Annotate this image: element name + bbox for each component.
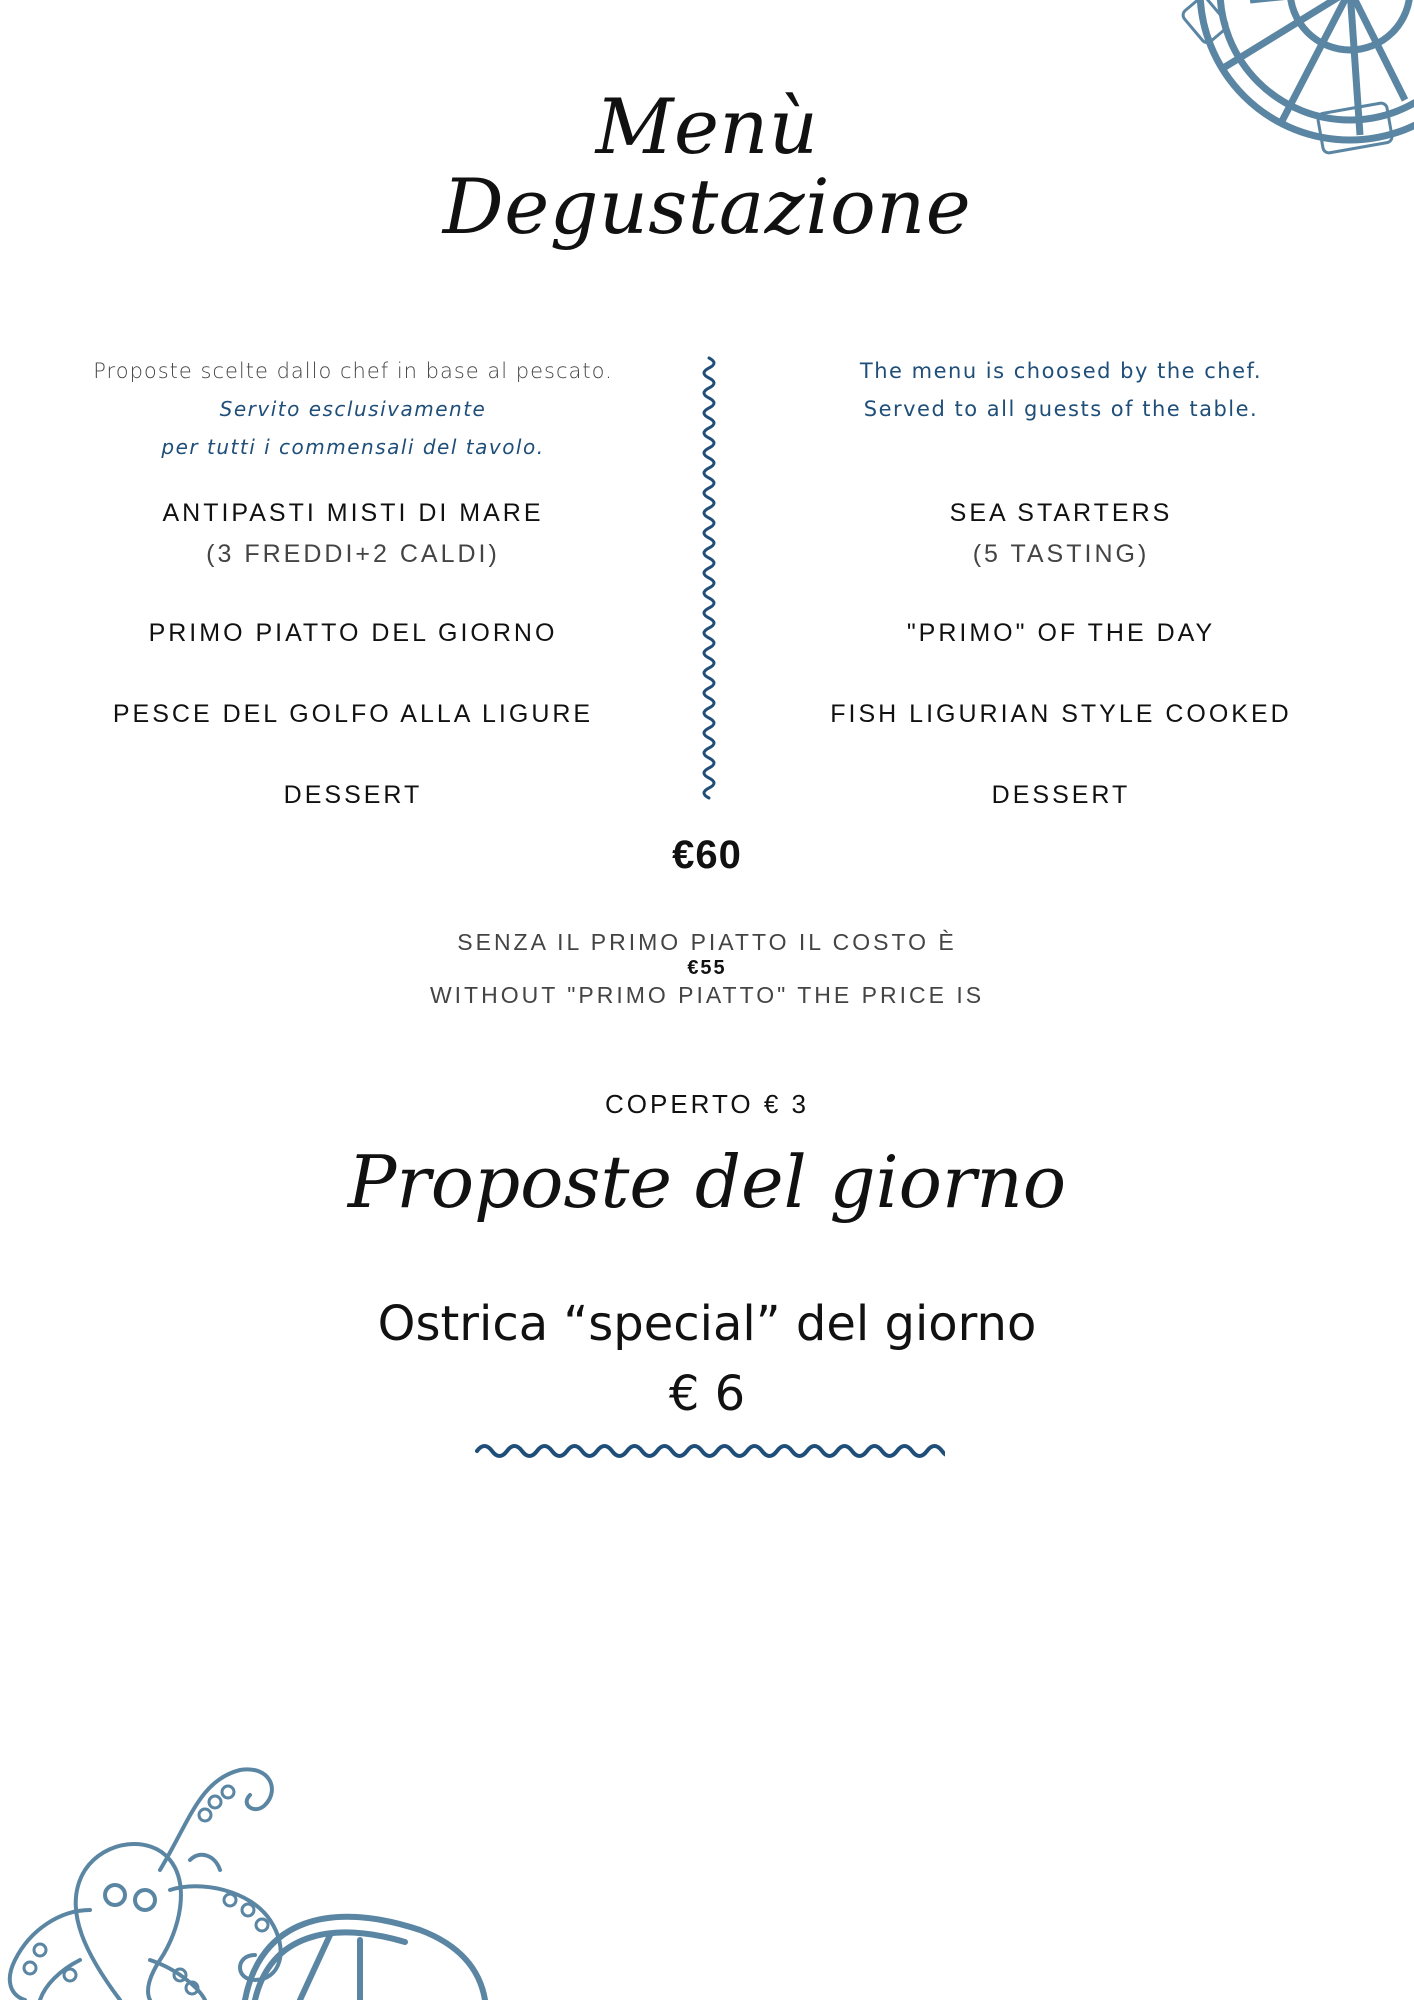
octopus-icon bbox=[0, 1760, 500, 2000]
english-course-2: "PRIMO" OF THE DAY bbox=[906, 619, 1216, 647]
cover-charge: COPERTO € 3 bbox=[605, 1089, 809, 1119]
english-course-1-detail: (5 TASTING) bbox=[972, 540, 1150, 568]
italian-course-1-detail: (3 FREDDI+2 CALDI) bbox=[206, 540, 500, 568]
vertical-wave-divider bbox=[695, 356, 723, 806]
italian-intro-italic-2: per tutti i commensali del tavolo. bbox=[161, 435, 545, 459]
price-note-english: WITHOUT "PRIMO PIATTO" THE PRICE IS bbox=[429, 982, 985, 1008]
english-intro-2: Served to all guests of the table. bbox=[863, 397, 1259, 421]
horizontal-wave-divider bbox=[475, 1436, 945, 1466]
english-course-1: SEA STARTERS bbox=[949, 499, 1173, 527]
english-intro-1: The menu is choosed by the chef. bbox=[859, 359, 1263, 383]
italian-course-2: PRIMO PIATTO DEL GIORNO bbox=[148, 619, 558, 647]
menu-subtitle: Degustazione bbox=[442, 162, 972, 251]
italian-course-4: DESSERT bbox=[283, 781, 423, 809]
price-note-amount: €55 bbox=[687, 957, 727, 979]
english-course-3: FISH LIGURIAN STYLE COOKED bbox=[830, 700, 1292, 728]
tasting-menu-price: €60 bbox=[672, 833, 742, 877]
english-menu-column bbox=[781, 352, 1341, 816]
italian-menu-column bbox=[73, 352, 633, 816]
menu-title: Menù bbox=[595, 82, 819, 171]
special-item-name: Ostrica “special” del giorno bbox=[377, 1296, 1037, 1352]
specials-heading: Proposte del giorno bbox=[347, 1140, 1067, 1224]
price-note-italian: SENZA IL PRIMO PIATTO IL COSTO È bbox=[457, 929, 957, 955]
italian-course-3: PESCE DEL GOLFO ALLA LIGURE bbox=[112, 700, 594, 728]
italian-course-1: ANTIPASTI MISTI DI MARE bbox=[162, 499, 544, 527]
italian-intro: Proposte scelte dallo chef in base al pescato. bbox=[93, 359, 613, 383]
special-item-price: € 6 bbox=[668, 1366, 746, 1422]
italian-intro-italic-1: Servito esclusivamente bbox=[219, 397, 487, 421]
english-course-4: DESSERT bbox=[991, 781, 1131, 809]
